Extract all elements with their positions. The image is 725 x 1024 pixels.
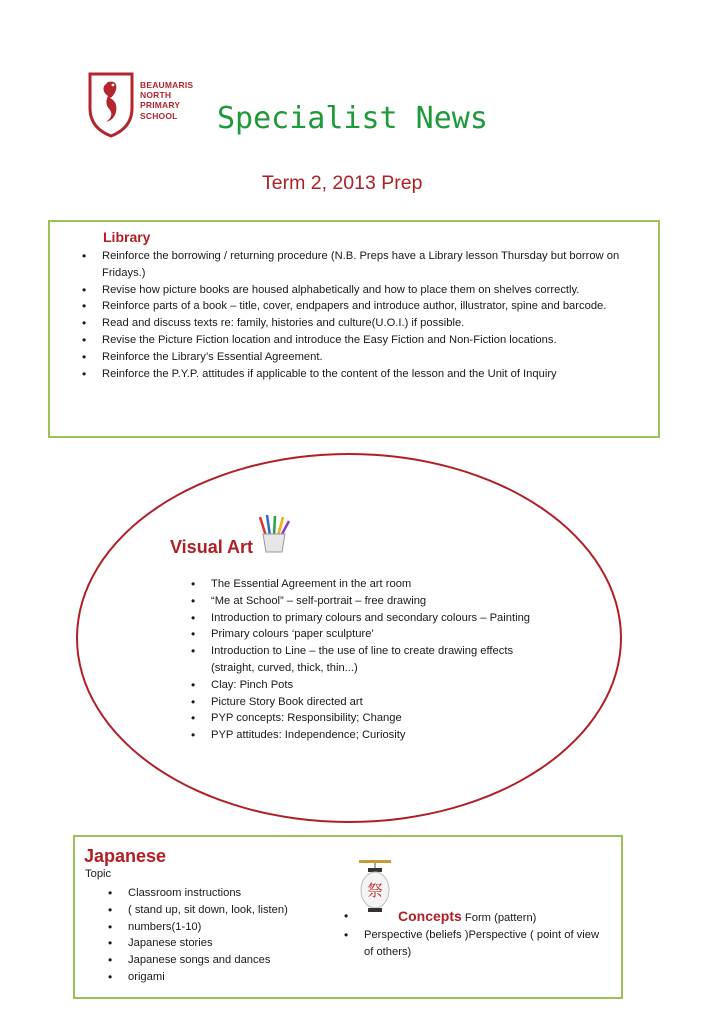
list-item: • Read and discuss texts re: family, histories and culture(U.O.I.) if possible. (78, 315, 638, 332)
logo-line: NORTH (140, 90, 172, 101)
pencil-cup-icon (256, 514, 292, 554)
library-heading: Library (103, 229, 151, 245)
list-item: • PYP concepts: Responsibility; Change (187, 710, 547, 727)
list-item: • Revise the Picture Fiction location and introduce the Easy Fiction and Non-Fiction locations. (78, 332, 638, 349)
list-item (340, 908, 610, 927)
list-item: • origami (104, 969, 334, 986)
list-item: • The Essential Agreement in the art room (187, 576, 547, 593)
list-item: • numbers(1-10) (104, 919, 334, 936)
list-item: • Primary colours ‘paper sculpture’ (187, 626, 547, 643)
list-item: • Introduction to primary colours and secondary colours – Painting (187, 610, 547, 627)
list-item: • Perspective (beliefs )Perspective ( point of view of others) (340, 927, 610, 961)
page-title: Specialist News (217, 101, 488, 136)
visual-art-list (187, 576, 547, 744)
library-list (78, 248, 638, 382)
list-item: • ( stand up, sit down, look, listen) (104, 902, 334, 919)
list-item: • Revise how picture books are housed alphabetically and how to place them on shelves correctly. (78, 282, 638, 299)
topic-label: Topic (85, 868, 112, 880)
lantern-glyph: 祭 (366, 881, 384, 900)
list-item: • PYP attitudes: Independence; Curiosity (187, 727, 547, 744)
list-item: • “Me at School” – self-portrait – free drawing (187, 593, 547, 610)
concepts-label: Concepts (398, 908, 462, 924)
japanese-heading: Japanese (84, 846, 167, 866)
list-item: • Japanese songs and dances (104, 952, 334, 969)
list-item: • Introduction to Line – the use of line to create drawing effects (straight, curved, thick, thin...) (187, 643, 547, 677)
logo-line: BEAUMARIS (140, 80, 194, 90)
term-subtitle: Term 2, 2013 Prep (262, 172, 423, 194)
logo-line: SCHOOL (140, 110, 178, 121)
list-item: • Clay: Pinch Pots (187, 677, 547, 694)
japanese-topic-list (104, 885, 334, 986)
list-item: • Classroom instructions (104, 885, 334, 902)
list-item: • Reinforce the borrowing / returning procedure (N.B. Preps have a Library lesson Thursday but borrow on Fridays.) (78, 248, 638, 282)
list-item: • Picture Story Book directed art (187, 694, 547, 711)
japanese-concepts-list (340, 908, 610, 960)
list-item: • Japanese stories (104, 935, 334, 952)
concepts-first: Form (pattern) (461, 912, 537, 924)
visual-art-heading: Visual Art (170, 537, 254, 557)
list-item: • Reinforce parts of a book – title, cover, endpapers and introduce author, illustrator, spine and barcode. (78, 298, 638, 315)
list-item: • Reinforce the Library’s Essential Agreement. (78, 349, 638, 366)
logo-line: PRIMARY (140, 100, 181, 111)
list-item: • Reinforce the P.Y.P. attitudes if applicable to the content of the lesson and the Unit of Inquiry (78, 366, 638, 383)
school-logo-text (140, 80, 193, 121)
